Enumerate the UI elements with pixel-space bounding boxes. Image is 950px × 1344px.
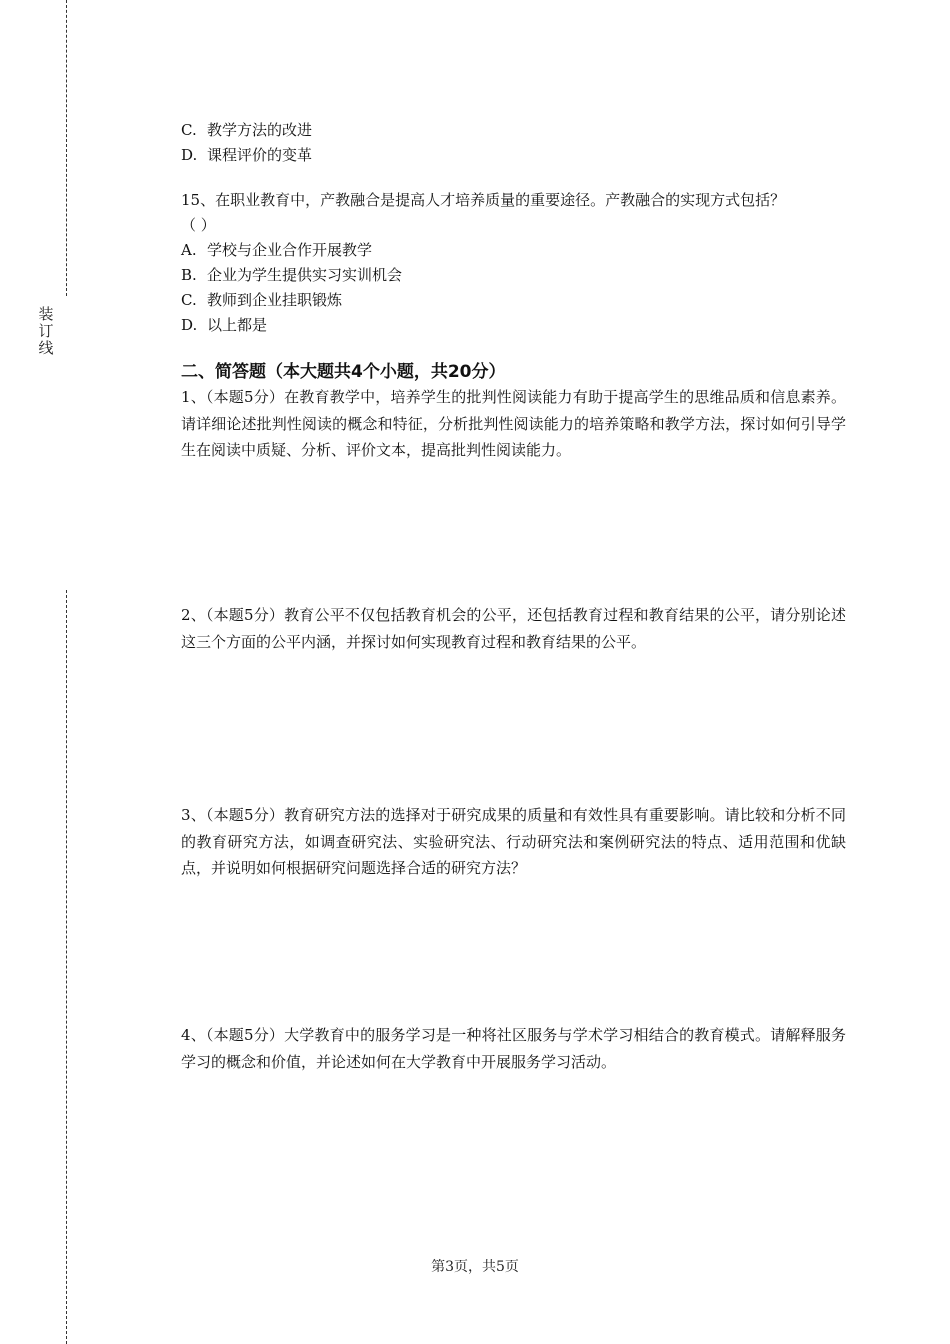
section-title-short-answer: 二、简答题（本大题共4个小题，共20分） bbox=[181, 362, 506, 382]
short-answer-question-4: 4、（本题5分）大学教育中的服务学习是一种将社区服务与学术学习相结合的教育模式。请解释服务学习的概念和价值，并论述如何在大学教育中开展服务学习活动。 bbox=[181, 1026, 846, 1071]
option-key: C. bbox=[181, 121, 197, 139]
q14-option-c bbox=[181, 118, 846, 143]
option-key: C. bbox=[181, 291, 197, 309]
binding-label: 装订线 bbox=[38, 305, 54, 357]
option-text: 企业为学生提供实习实训机会 bbox=[207, 266, 403, 284]
q15-option-d bbox=[181, 313, 846, 338]
short-answer-question-2: 2、（本题5分）教育公平不仅包括教育机会的公平，还包括教育过程和教育结果的公平，请分别论述这三个方面的公平内涵，并探讨如何实现教育过程和教育结果的公平。 bbox=[181, 606, 846, 651]
binding-dashed-line-top bbox=[66, 0, 67, 296]
option-key: D. bbox=[181, 146, 198, 164]
q15-option-c bbox=[181, 288, 846, 313]
q15-option-a bbox=[181, 238, 846, 263]
q15-blank: （ ） bbox=[181, 216, 216, 234]
page-content bbox=[181, 118, 846, 1075]
short-answer-question-3: 3、（本题5分）教育研究方法的选择对于研究成果的质量和有效性具有重要影响。请比较和分析不同的教育研究方法，如调查研究法、实验研究法、行动研究法和案例研究法的特点、适用范围和优缺点，并说明如何根据研究问题选择合适的研究方法？ bbox=[181, 806, 846, 877]
option-key: D. bbox=[181, 316, 198, 334]
option-key: A. bbox=[181, 241, 197, 259]
option-text: 教师到企业挂职锻炼 bbox=[207, 291, 343, 309]
q14-option-d bbox=[181, 143, 846, 168]
option-text: 学校与企业合作开展教学 bbox=[207, 241, 373, 259]
page-footer: 第3页，共5页 bbox=[431, 1259, 519, 1275]
option-text: 以上都是 bbox=[207, 316, 268, 334]
q15-stem: 15、在职业教育中，产教融合是提高人才培养质量的重要途径。产教融合的实现方式包括？ bbox=[181, 191, 786, 209]
q15-option-b bbox=[181, 263, 846, 288]
short-answer-question-1: 1、（本题5分）在教育教学中，培养学生的批判性阅读能力有助于提高学生的思维品质和信息素养。请详细论述批判性阅读的概念和特征，分析批判性阅读能力的培养策略和教学方法，探讨如何引导学生在阅读中质疑、分析、评价文本，提高批判性阅读能力。 bbox=[181, 388, 846, 459]
binding-dashed-line-bottom bbox=[66, 590, 67, 1344]
option-text: 课程评价的变革 bbox=[207, 146, 313, 164]
option-key: B. bbox=[181, 266, 197, 284]
option-text: 教学方法的改进 bbox=[207, 121, 313, 139]
